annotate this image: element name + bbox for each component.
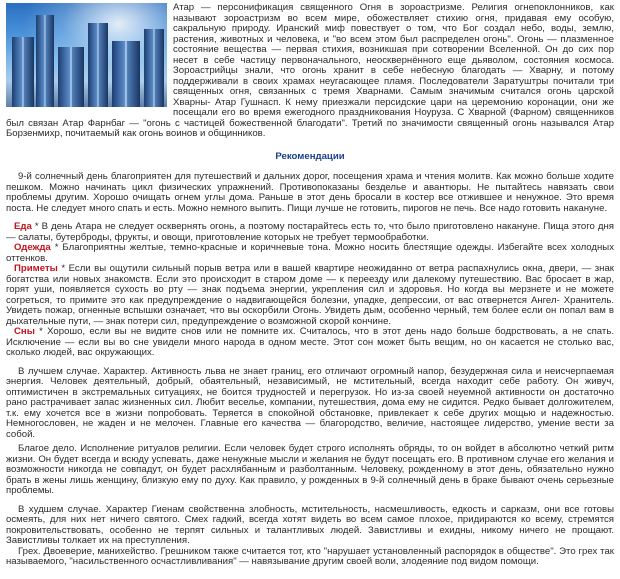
- omens-label: Приметы: [14, 263, 58, 274]
- sin-paragraph: Грех. Двоеверие, манихейство. Грешником также считается тот, кто "нарушает установленный распорядок в обществе". Это грех так называемого, "насильственного осчастливливания" — навязывание другим своей воли, злодеяние под видом помощи.: [6, 545, 614, 567]
- dreams-text: * Хорошо, если вы не видите снов или не помните их. Считалось, что в этот день надо больше бодрствовать, а не спать. Исключение — если вы во сне увидели много народа в одном месте. Этот сон может быть вещим, но он касается не столько вас, сколько людей, вас окружающих.: [6, 326, 614, 358]
- clothes-paragraph: [6, 243, 614, 264]
- worst-case-paragraph: В худшем случае. Характер Гиенам свойственна злобность, мстительность, насмешливость, едкость и сарказм, они все готовы осмеять, для них нет ничего святого. Смех гадкий, всегда хотят видеть во всем самое плохое, придираются ко всему, стремятся покровительствовать, особенно не терпят сильных и талантливых людей. Завистливы и ехидны, никому ничего не прощают. Завистливы толкает их на преступления.: [6, 503, 614, 546]
- intro-text: Атар — персонификация священного Огня в зороастризме. Религия огнепоклонников, как называют зороастризм во всем мире, обожествляет стихию огня, придавая ему особую, сакральную природу. Иранский миф повествует о том, что Бог создал небо, воды, землю, растения, животных и человека, и "во всем этом был распределен огонь". Огонь — плазменное состояние вещества — первая стихия, возникшая при сотворении Вселенной. Он до сих пор несет в себе частицу первоначального, неосквернённого еще дьяволом, состояния космоса. Зороастрийцы знали, что огонь хранит в себе небесную благодать — Хварну, и потому поддерживали в своих храмах неугасающее пламя. Последователи Заратуштры почитали три священных огня, связанных с тремя Хварнами. Самым значимым считался огонь царской Хварны- Атар Гушнасп. К нему приезжали персидские цари на церемонию коронации, они же посещали его во время ежегодного праздникования Ноуруза. С Хварной (Фарном) священников был связан Атар Фарнбаг — "огонь с частицей божественной благодати". Третий по значимости священный огонь назывался Атар Борзенмихр, почитаемый как огонь воинов и общинников.: [6, 2, 614, 139]
- good-deed-paragraph: Благое дело. Исполнение ритуалов религии. Если человек будет строго исполнять обряды, то он войдет в абсолютно четкий ритм жизни. Он будет всегда и всюду успевать, даже ненужные мысли и желания не будут посещать его. В противном случае его желания и возможности никогда не совпадут, он будет расхлябанным и разболтанным. Человеку, рожденному в этот день, обязательно нужно брать в жены лишь женщину, близкую ему по духу. Как правило, у рожденных в 9-й солнечный день в браке бывают очень серьезные проблемы.: [6, 443, 614, 496]
- clothes-text: * Благоприятны желтые, темно-красные и коричневые тона. Можно носить блестящие одежды. Избегайте всех холодных оттенков.: [6, 242, 614, 264]
- food-text: * В день Атара не следует осквернять огонь, а поэтому постарайтесь есть то, что было приготовлено накануне. Пища этого дня — салаты, бутерброды, фрукты, и овощи, приготовление которых не требует термообработки.: [6, 221, 614, 243]
- food-paragraph: [6, 222, 614, 243]
- day-intro-paragraph: 9-й солнечный день благоприятен для путешествий и дальних дорог, посещения храма и чтения молитв. Как можно больше ходите пешком. Можно начинать цикл физических упражнений. Противопоказаны безделье и авантюры. Не пытайтесь навязать свои проблемы другим. Хорошо очищать огнем углы дома. Раньше в этот день бросали в костер все отжившее и ненужное. Это время поста. Не следует много спать и есть. Можно немного выпить. Пищи лучше не готовить, пирогов не печь. Все надо готовить накануне.: [6, 171, 614, 214]
- omens-paragraph: [6, 264, 614, 327]
- section-heading: Рекомендации: [275, 150, 345, 162]
- dreams-label: Сны: [14, 326, 35, 337]
- omens-text: * Если вы ощутили сильный порыв ветра или в вашей квартире неожиданно от ветра распахнулись окна, двери, — знак богатства или новых знакомств. Если это происходит в старом доме — к переезду или далекому путешествию. Вас бросает в жар, горят уши, появляется сухость во рту — знак подъема энергии, укрепления сил и здоровья. Но когда вы мерзнете и не можете согреться, то примите это как предупреждение о надвигающейся болезни, упадке, депрессии, от вас отвернется Ангел- Хранитель. Увидеть пожар, огненные вспышки означает, что вы оскорбили Огонь. Увидеть дым, особенно черный, тем более если он попал вам в дыхательные пути, — знак потери сил, предупреждение о возможной скорой кончине.: [6, 263, 614, 327]
- intro-paragraph: [6, 3, 614, 140]
- clothes-label: Одежда: [14, 242, 51, 253]
- best-case-paragraph: В лучшем случае. Характер. Активность льва не знает границ, его отличают огромный напор, безудержная сила и неисчерпаемая энергия. Человек деятельный, добрый, обаятельный, независимый, не мстительный, всегда находит себе работу. Он живуч, оптимистичен в экстремальных ситуациях, не боится трудностей и перегрузок. Но из-за своей неуемной активности он достаточно рано растрачивает запас жизненных сил. Любит веселье, компании, путешествия, дома ему не сидится. Редко бывает долгожителем, т.к. ему хочется все в жизни попробовать. Теряется в спокойной обстановке, привлекает к себе других мощью и надежностью. Немногословен, не жаден и не мелочен. Главные его качества — благородство, величие, настоящее лидерство, умение вести за собой.: [6, 365, 614, 440]
- dreams-paragraph: [6, 327, 614, 359]
- food-label: Еда: [14, 221, 32, 232]
- city-skyline-image: [6, 3, 167, 107]
